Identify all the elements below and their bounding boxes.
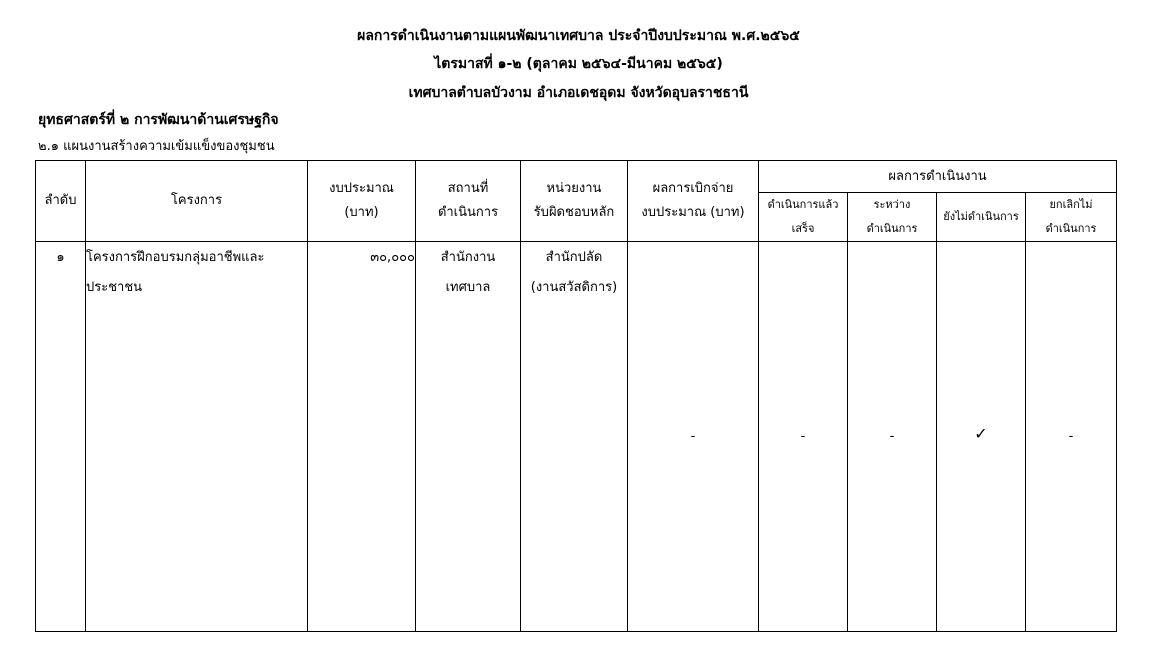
col-header-results-group: ผลการดำเนินงาน [759, 161, 1117, 193]
row-location-cell [416, 242, 521, 632]
row-done: - [800, 429, 806, 444]
table-row [36, 242, 1117, 632]
row-disbursement-cell [628, 242, 759, 632]
report-title: ผลการดำเนินงานตามแผนพัฒนาเทศบาล ประจำปีงบประมาณ พ.ศ.๒๕๖๕ [357, 28, 800, 44]
col-header-agency-line1: หน่วยงาน [546, 181, 602, 196]
col-header-disbursement-line1: ผลการเบิกจ่าย [652, 181, 734, 196]
row-no: ๑ [56, 250, 65, 265]
col-header-done-line2: เสร็จ [791, 222, 815, 235]
col-header-disbursement [628, 161, 759, 242]
col-header-budget [308, 161, 416, 242]
report-organization: เทศบาลตำบลบัวงาม อำเภอเดชอุดม จังหวัดอุบลราชธานี [408, 85, 749, 101]
col-header-location [416, 161, 521, 242]
col-header-in-progress [848, 193, 937, 242]
row-location-line2: เทศบาล [445, 280, 491, 295]
col-header-project: โครงการ [86, 161, 308, 242]
row-no-cell [36, 242, 86, 632]
col-header-no: ลำดับ [36, 161, 86, 242]
row-project-line2: ประชาชน [86, 280, 143, 295]
col-header-agency-line2: รับผิดชอบหลัก [533, 205, 615, 220]
row-location-line1: สำนักงาน [440, 250, 496, 265]
checkmark-icon: ✓ [974, 424, 988, 443]
col-header-budget-line1: งบประมาณ [329, 181, 394, 196]
col-header-not-started: ยังไม่ดำเนินการ [937, 193, 1026, 242]
row-budget-cell [308, 242, 416, 632]
col-header-cancelled [1026, 193, 1117, 242]
row-cancelled-cell [1026, 242, 1117, 632]
col-header-location-line1: สถานที่ [447, 181, 489, 196]
col-header-done [759, 193, 848, 242]
row-agency-cell [521, 242, 628, 632]
row-agency-line1: สำนักปลัด [545, 250, 603, 265]
row-disbursement: - [690, 429, 696, 444]
row-in-progress-cell [848, 242, 937, 632]
row-cancelled: - [1068, 429, 1074, 444]
col-header-budget-line2: (บาท) [344, 205, 379, 220]
col-header-cancelled-line1: ยกเลิกไม่ [1049, 198, 1093, 211]
col-header-location-line2: ดำเนินการ [437, 205, 499, 220]
col-header-agency [521, 161, 628, 242]
row-in-progress: - [889, 429, 895, 444]
row-done-cell [759, 242, 848, 632]
col-header-done-line1: ดำเนินการแล้ว [767, 198, 839, 211]
strategy-heading: ยุทธศาสตร์ที่ ๒ การพัฒนาด้านเศรษฐกิจ [38, 112, 279, 128]
col-header-in-progress-line1: ระหว่าง [873, 198, 911, 211]
row-project-line1: โครงการฝึกอบรมกลุ่มอาชีพและ [86, 250, 265, 265]
col-header-cancelled-line2: ดำเนินการ [1045, 222, 1097, 235]
col-header-in-progress-line2: ดำเนินการ [866, 222, 918, 235]
results-table [35, 160, 1117, 632]
row-project-cell [86, 242, 308, 632]
report-period: ไตรมาสที่ ๑-๒ (ตุลาคม ๒๕๖๔-มีนาคม ๒๕๖๕) [434, 56, 723, 72]
row-agency-line2: (งานสวัสดิการ) [530, 280, 618, 295]
plan-heading: ๒.๑ แผนงานสร้างความเข้มแข็งของชุมชน [38, 139, 275, 154]
row-budget: ๓๐,๐๐๐ [370, 250, 415, 265]
row-not-started-cell [937, 242, 1026, 632]
col-header-disbursement-line2: งบประมาณ (บาท) [641, 205, 745, 220]
